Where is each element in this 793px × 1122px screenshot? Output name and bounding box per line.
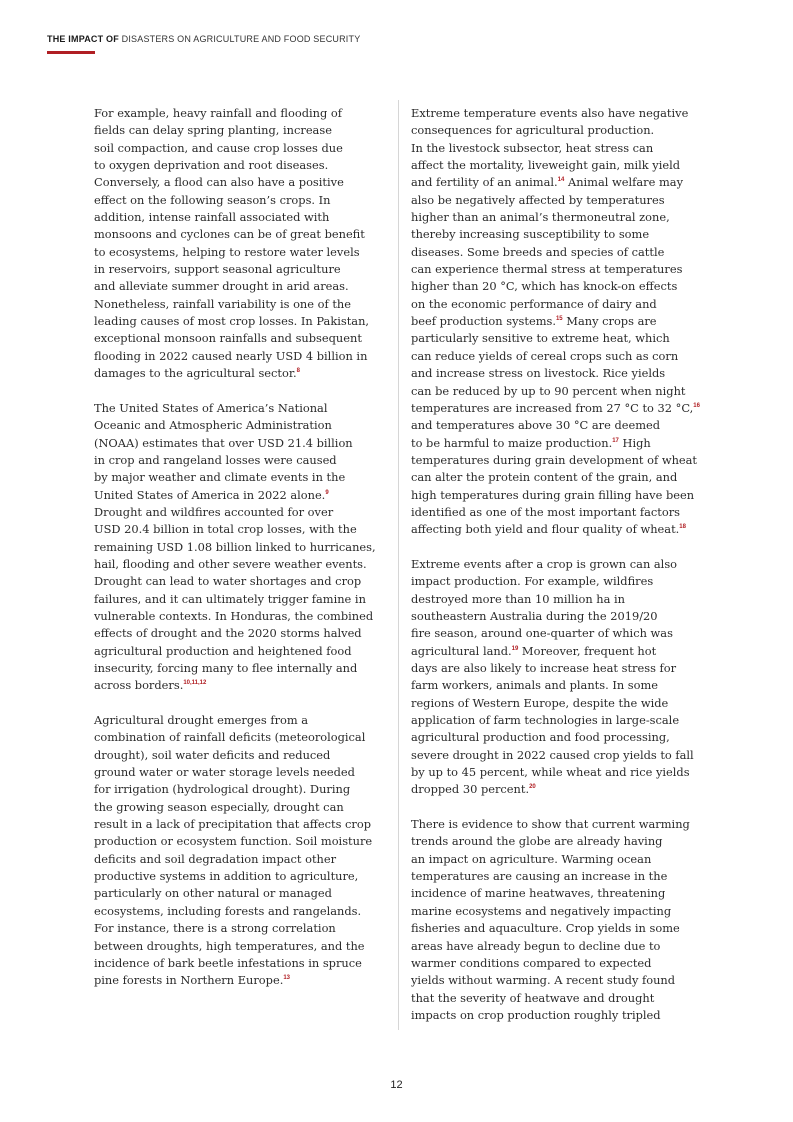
column-divider bbox=[398, 100, 399, 1030]
text-line: production or ecosystem function. Soil moisture bbox=[94, 834, 373, 849]
text-line: ecosystems, including forests and rangelands. bbox=[94, 903, 362, 918]
footnote-ref[interactable]: 13 bbox=[283, 975, 291, 982]
text-line: Extreme temperature events also have negative bbox=[411, 106, 689, 120]
text-line: areas have already begun to decline due to bbox=[411, 938, 661, 953]
text-line: to oxygen deprivation and root diseases. bbox=[94, 158, 329, 173]
text-line: addition, intense rainfall associated with bbox=[94, 210, 330, 225]
text-line: application of farm technologies in large-scale bbox=[411, 713, 680, 728]
footnote-ref[interactable]: 15 bbox=[555, 316, 563, 323]
text-line: Nonetheless, rainfall variability is one of the bbox=[94, 296, 351, 311]
text-line: Drought can lead to water shortages and crop bbox=[94, 574, 362, 589]
text-line: Drought and wildfires accounted for over bbox=[94, 504, 334, 519]
text-line: leading causes of most crop losses. In Pakistan, bbox=[94, 314, 370, 329]
footnote-ref[interactable]: 10,11,12 bbox=[183, 680, 207, 687]
text-line: the growing season especially, drought can bbox=[94, 799, 344, 814]
text-line: flooding in 2022 caused nearly USD 4 billion in bbox=[94, 348, 368, 363]
paragraph bbox=[411, 556, 711, 799]
footnote-ref[interactable]: 20 bbox=[529, 784, 536, 791]
text-segment: High bbox=[618, 435, 651, 450]
text-line: and temperatures above 30 °C are deemed bbox=[411, 418, 661, 433]
text-line: For instance, there is a strong correlation bbox=[94, 921, 336, 936]
text-line: vulnerable contexts. In Honduras, the combined bbox=[94, 608, 374, 623]
text-line: effects of drought and the 2020 storms halved bbox=[94, 626, 362, 641]
text-line: severe drought in 2022 caused crop yields to fall bbox=[411, 747, 694, 762]
text-line: on the economic performance of dairy and bbox=[411, 296, 657, 311]
text-line: affect the mortality, liveweight gain, milk yield bbox=[411, 158, 681, 173]
text-line: that the severity of heatwave and drought bbox=[411, 990, 655, 1005]
text-line: There is evidence to show that current warming bbox=[411, 817, 690, 832]
text-line: combination of rainfall deficits (meteorological bbox=[94, 730, 366, 745]
text-segment: and fertility of an animal. bbox=[411, 175, 558, 190]
text-line bbox=[411, 781, 711, 798]
text-line: identified as one of the most important factors bbox=[411, 504, 681, 519]
text-line: high temperatures during grain filling have been bbox=[411, 487, 695, 502]
text-line: yields without warming. A recent study found bbox=[411, 973, 676, 988]
page-number: 12 bbox=[390, 1079, 403, 1091]
text-line bbox=[411, 521, 711, 538]
text-line: incidence of bark beetle infestations in spruce bbox=[94, 955, 362, 970]
running-header bbox=[47, 34, 360, 44]
text-line: Oceanic and Atmospheric Administration bbox=[94, 418, 332, 433]
text-line bbox=[94, 677, 386, 694]
text-segment: damages to the agricultural sector. bbox=[94, 366, 297, 381]
text-segment: pine forests in Northern Europe. bbox=[94, 973, 284, 988]
text-line: particularly sensitive to extreme heat, which bbox=[411, 331, 670, 346]
text-segment: Moreover, frequent hot bbox=[518, 643, 657, 658]
text-line: days are also likely to increase heat stress for bbox=[411, 661, 677, 675]
text-line: temperatures during grain development of wheat bbox=[411, 452, 698, 467]
text-line: marine ecosystems and negatively impacting bbox=[411, 903, 672, 918]
text-line: agricultural production and heightened food bbox=[94, 643, 352, 658]
text-line: temperatures are causing an increase in the bbox=[411, 869, 668, 884]
text-line: fire season, around one-quarter of which was bbox=[411, 626, 673, 641]
footnote-ref[interactable]: 9 bbox=[325, 489, 329, 496]
footnote-ref[interactable]: 14 bbox=[557, 177, 565, 184]
text-line: can be reduced by up to 90 percent when night bbox=[411, 383, 686, 398]
paragraph bbox=[94, 712, 386, 990]
text-line: fisheries and aquaculture. Crop yields in some bbox=[411, 921, 680, 936]
text-segment: United States of America in 2022 alone. bbox=[94, 487, 326, 502]
text-line: farm workers, animals and plants. In some bbox=[411, 678, 659, 693]
header-accent-bar bbox=[47, 51, 95, 54]
text-line: USD 20.4 billion in total crop losses, with the bbox=[94, 522, 357, 537]
text-line bbox=[94, 972, 386, 989]
text-line bbox=[94, 487, 386, 504]
text-segment: beef production systems. bbox=[411, 314, 556, 329]
footnote-ref[interactable]: 18 bbox=[679, 524, 686, 531]
text-line: incidence of marine heatwaves, threatening bbox=[411, 886, 666, 901]
text-line bbox=[411, 400, 711, 417]
text-line: by up to 45 percent, while wheat and rice yields bbox=[411, 765, 690, 780]
text-segment: affecting both yield and flour quality of wheat. bbox=[411, 522, 680, 537]
text-line: impacts on crop production roughly tripled bbox=[411, 1007, 661, 1022]
paragraph bbox=[94, 400, 386, 695]
text-line: and increase stress on livestock. Rice yields bbox=[411, 366, 666, 381]
text-segment: to be harmful to maize production. bbox=[411, 435, 613, 450]
text-line: diseases. Some breeds and species of cattle bbox=[411, 244, 665, 259]
text-line: thereby increasing susceptibility to some bbox=[411, 227, 650, 242]
text-line: can reduce yields of cereal crops such as corn bbox=[411, 348, 679, 363]
paragraph bbox=[411, 105, 711, 539]
text-line: failures, and it can ultimately trigger famine in bbox=[94, 591, 366, 606]
text-line: productive systems in addition to agriculture, bbox=[94, 869, 359, 884]
text-line: in reservoirs, support seasonal agriculture bbox=[94, 262, 341, 277]
text-segment: Animal welfare may bbox=[564, 175, 683, 190]
text-line: effect on the following season’s crops. In bbox=[94, 192, 331, 207]
text-line: also be negatively affected by temperatures bbox=[411, 192, 665, 207]
text-line: an impact on agriculture. Warming ocean bbox=[411, 851, 652, 866]
text-line: insecurity, forcing many to flee internally and bbox=[94, 661, 358, 675]
paragraph bbox=[94, 105, 386, 383]
text-line: hail, flooding and other severe weather events. bbox=[94, 556, 367, 571]
text-line: deficits and soil degradation impact other bbox=[94, 851, 337, 866]
text-segment: dropped 30 percent. bbox=[411, 782, 530, 797]
text-line: impact production. For example, wildfires bbox=[411, 574, 654, 589]
text-line bbox=[411, 643, 711, 660]
text-line: The United States of America’s National bbox=[94, 400, 328, 415]
text-line: soil compaction, and cause crop losses due bbox=[94, 140, 343, 155]
text-segment: across borders. bbox=[94, 678, 184, 693]
text-line bbox=[411, 435, 711, 452]
text-segment: temperatures are increased from 27 °C to 32 °C, bbox=[411, 400, 694, 415]
text-line: monsoons and cyclones can be of great benefit bbox=[94, 227, 365, 242]
text-line: warmer conditions compared to expected bbox=[411, 955, 652, 970]
text-line: exceptional monsoon rainfalls and subsequent bbox=[94, 331, 362, 346]
text-line bbox=[94, 365, 386, 382]
footnote-ref[interactable]: 16 bbox=[693, 402, 700, 409]
text-line: in crop and rangeland losses were caused bbox=[94, 452, 337, 467]
text-line: trends around the globe are already having bbox=[411, 834, 663, 849]
text-line: regions of Western Europe, despite the wide bbox=[411, 695, 669, 710]
text-line: fields can delay spring planting, increase bbox=[94, 123, 332, 138]
text-line: higher than 20 °C, which has knock-on effects bbox=[411, 279, 678, 294]
text-line: particularly on other natural or managed bbox=[94, 886, 332, 901]
text-line: drought), soil water deficits and reduced bbox=[94, 747, 331, 762]
text-line bbox=[411, 313, 711, 330]
text-line: between droughts, high temperatures, and the bbox=[94, 938, 365, 953]
running-header-bold: THE IMPACT OF bbox=[47, 34, 119, 44]
text-line: Agricultural drought emerges from a bbox=[94, 713, 309, 728]
text-segment: Many crops are bbox=[562, 314, 657, 329]
text-line: (NOAA) estimates that over USD 21.4 billion bbox=[94, 435, 353, 450]
text-line: and alleviate summer drought in arid areas. bbox=[94, 279, 349, 294]
text-line: Extreme events after a crop is grown can also bbox=[411, 556, 678, 571]
text-line: higher than an animal’s thermoneutral zone, bbox=[411, 210, 670, 225]
text-line: In the livestock subsector, heat stress can bbox=[411, 140, 654, 155]
text-line: by major weather and climate events in the bbox=[94, 470, 346, 485]
text-line: ground water or water storage levels needed bbox=[94, 765, 355, 780]
footnote-ref[interactable]: 8 bbox=[296, 368, 301, 375]
footnote-ref[interactable]: 17 bbox=[612, 437, 619, 444]
text-line: destroyed more than 10 million ha in bbox=[411, 591, 626, 606]
right-column bbox=[411, 105, 711, 1042]
text-segment: agricultural land. bbox=[411, 643, 512, 658]
left-column bbox=[94, 105, 386, 1007]
text-line: agricultural production and food processing, bbox=[411, 730, 670, 745]
text-line: remaining USD 1.08 billion linked to hurricanes, bbox=[94, 539, 376, 554]
text-line: southeastern Australia during the 2019/20 bbox=[411, 608, 658, 623]
text-line: For example, heavy rainfall and flooding of bbox=[94, 106, 342, 120]
running-header-rest: DISASTERS ON AGRICULTURE AND FOOD SECURITY bbox=[118, 34, 361, 44]
text-line: can experience thermal stress at temperatures bbox=[411, 262, 683, 277]
text-line: can alter the protein content of the grain, and bbox=[411, 470, 678, 485]
text-line: to ecosystems, helping to restore water levels bbox=[94, 244, 360, 259]
paragraph bbox=[411, 816, 711, 1024]
text-line: Conversely, a flood can also have a positive bbox=[94, 175, 344, 190]
footnote-ref[interactable]: 19 bbox=[511, 645, 519, 652]
text-line: consequences for agricultural production. bbox=[411, 123, 655, 138]
text-line: for irrigation (hydrological drought). During bbox=[94, 782, 351, 797]
text-line: result in a lack of precipitation that affects crop bbox=[94, 817, 372, 832]
text-line bbox=[411, 174, 711, 191]
